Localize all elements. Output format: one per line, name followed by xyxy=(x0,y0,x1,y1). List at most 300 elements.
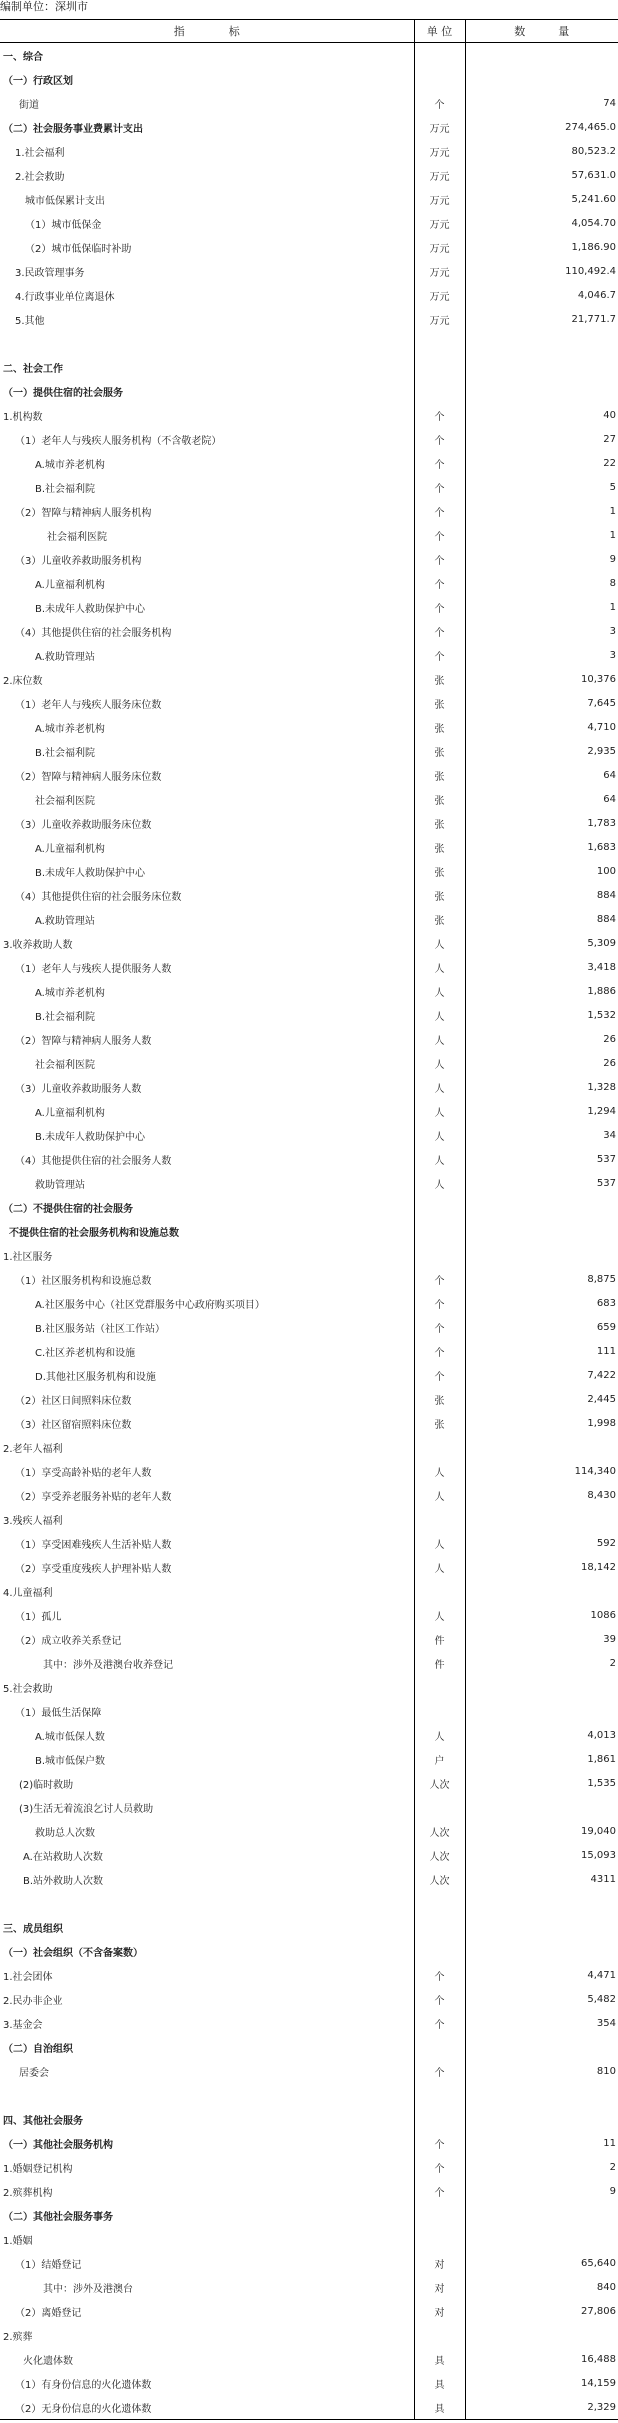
row-indicator: 2.殡葬 xyxy=(3,2331,33,2343)
row-unit: 个 xyxy=(414,595,465,619)
row-unit: 具 xyxy=(414,2347,465,2371)
row-value: 7,422 xyxy=(587,1369,616,1381)
row-value: 9 xyxy=(609,553,616,565)
row-value: 2,935 xyxy=(587,745,616,757)
row-unit: 人 xyxy=(414,1075,465,1099)
row-value: 15,093 xyxy=(581,1849,616,1861)
row-indicator: (3)生活无着流浪乞讨人员救助 xyxy=(19,1803,154,1815)
row-indicator: 不提供住宿的社会服务机构和设施总数 xyxy=(9,1227,179,1239)
row-unit: 张 xyxy=(414,763,465,787)
row-unit: 人 xyxy=(414,1051,465,1075)
row-unit: 个 xyxy=(414,1987,465,2011)
row-value: 2 xyxy=(609,1657,616,1669)
row-value xyxy=(465,1195,618,1219)
row-indicator xyxy=(0,1891,414,1915)
row-unit: 人 xyxy=(414,1147,465,1171)
row-indicator: 3.民政管理事务 xyxy=(15,267,85,279)
row-unit: 张 xyxy=(414,787,465,811)
row-value: 1,861 xyxy=(587,1753,616,1765)
row-indicator: （2）享受重度残疾人护理补贴人数 xyxy=(15,1563,172,1575)
row-unit: 户 xyxy=(414,1747,465,1771)
row-value: 1 xyxy=(609,601,616,613)
row-value xyxy=(465,2203,618,2227)
table-row xyxy=(0,787,618,811)
row-indicator: 一、综合 xyxy=(3,51,43,63)
row-value: 884 xyxy=(596,889,616,901)
row-indicator: （一）行政区划 xyxy=(3,75,73,87)
row-value xyxy=(465,1939,618,1963)
table-row xyxy=(0,691,618,715)
table-row xyxy=(0,883,618,907)
table-row xyxy=(0,283,618,307)
row-indicator: 5.其他 xyxy=(15,315,45,327)
row-unit: 人 xyxy=(414,1003,465,1027)
row-value xyxy=(465,2107,618,2131)
row-value: 5,241.60 xyxy=(571,193,616,205)
row-value: 7,645 xyxy=(587,697,616,709)
row-indicator: 火化遗体数 xyxy=(23,2355,73,2367)
row-indicator xyxy=(0,331,414,355)
row-indicator: （2）城市低保临时补助 xyxy=(25,243,132,255)
row-value xyxy=(465,355,618,379)
row-unit: 万元 xyxy=(414,283,465,307)
row-value xyxy=(465,1507,618,1531)
row-indicator: （1）享受高龄补贴的老年人数 xyxy=(15,1467,152,1479)
row-unit: 个 xyxy=(414,1363,465,1387)
row-value xyxy=(465,1795,618,1819)
row-indicator: （2）享受养老服务补贴的老年人数 xyxy=(15,1491,172,1503)
row-unit: 个 xyxy=(414,643,465,667)
row-indicator: 社会福利医院 xyxy=(35,1059,95,1071)
row-unit: 个 xyxy=(414,523,465,547)
row-indicator: 社会福利医院 xyxy=(35,795,95,807)
row-value: 1,535 xyxy=(587,1777,616,1789)
row-unit: 万元 xyxy=(414,307,465,331)
row-indicator: （4）其他提供住宿的社会服务床位数 xyxy=(15,891,182,903)
row-unit: 人 xyxy=(414,1099,465,1123)
row-value: 5,482 xyxy=(587,1993,616,2005)
row-unit: 个 xyxy=(414,547,465,571)
row-indicator: B.社会福利院 xyxy=(35,747,96,759)
row-indicator: A.儿童福利机构 xyxy=(35,843,105,855)
table-row xyxy=(0,2083,618,2107)
row-indicator: 其中：涉外及港澳台收养登记 xyxy=(43,1659,173,1671)
table-row xyxy=(0,1411,618,1435)
table-row xyxy=(0,307,618,331)
row-unit: 个 xyxy=(414,451,465,475)
row-indicator: 5.社会救助 xyxy=(3,1683,53,1695)
row-value: 100 xyxy=(596,865,616,877)
row-value: 1 xyxy=(609,529,616,541)
row-value: 4,013 xyxy=(587,1729,616,1741)
table-row xyxy=(0,1819,618,1843)
row-value: 2 xyxy=(609,2161,616,2173)
table-row xyxy=(0,1651,618,1675)
row-unit: 人 xyxy=(414,1027,465,1051)
table-row xyxy=(0,1507,618,1531)
row-unit xyxy=(414,2083,465,2107)
row-unit: 人 xyxy=(414,1531,465,1555)
table-row xyxy=(0,2395,618,2420)
row-indicator: 街道 xyxy=(19,99,39,111)
row-value: 40 xyxy=(603,409,616,421)
table-row xyxy=(0,955,618,979)
table-row xyxy=(0,859,618,883)
row-value xyxy=(465,67,618,91)
row-unit xyxy=(414,43,465,68)
row-unit xyxy=(414,2227,465,2251)
table-row xyxy=(0,427,618,451)
table-row xyxy=(0,1795,618,1819)
row-indicator: （1）有身份信息的火化遗体数 xyxy=(15,2379,152,2391)
row-unit xyxy=(414,67,465,91)
row-unit xyxy=(414,2203,465,2227)
row-value xyxy=(465,1243,618,1267)
row-unit xyxy=(414,355,465,379)
table-row xyxy=(0,571,618,595)
header-indicator: 指 标 xyxy=(0,20,414,43)
row-unit: 个 xyxy=(414,619,465,643)
row-value: 110,492.4 xyxy=(565,265,616,277)
row-unit: 张 xyxy=(414,907,465,931)
row-indicator: （3）儿童收养救助服务机构 xyxy=(15,555,142,567)
row-unit: 万元 xyxy=(414,163,465,187)
table-row xyxy=(0,1315,618,1339)
table-header-row xyxy=(0,20,618,43)
row-value: 64 xyxy=(603,769,616,781)
row-unit: 张 xyxy=(414,883,465,907)
row-unit xyxy=(414,1891,465,1915)
row-indicator: A.城市养老机构 xyxy=(35,459,105,471)
table-row xyxy=(0,1339,618,1363)
row-value xyxy=(465,379,618,403)
table-row xyxy=(0,1147,618,1171)
row-indicator: 1.婚姻登记机构 xyxy=(3,2163,73,2175)
row-value: 21,771.7 xyxy=(571,313,616,325)
row-value: 18,142 xyxy=(581,1561,616,1573)
row-unit xyxy=(414,1435,465,1459)
row-value xyxy=(465,2035,618,2059)
row-unit: 张 xyxy=(414,691,465,715)
row-unit: 人 xyxy=(414,1723,465,1747)
row-unit: 人 xyxy=(414,1459,465,1483)
row-value: 4311 xyxy=(590,1873,616,1885)
row-value: 1,683 xyxy=(587,841,616,853)
row-value: 1,998 xyxy=(587,1417,616,1429)
compiling-unit: 编制单位：深圳市 xyxy=(0,0,88,13)
row-value: 74 xyxy=(603,97,616,109)
row-value: 4,054.70 xyxy=(571,217,616,229)
row-indicator: B.未成年人救助保护中心 xyxy=(35,867,146,879)
row-value: 65,640 xyxy=(581,2257,616,2269)
row-indicator: (2)临时救助 xyxy=(19,1779,74,1791)
row-indicator: （一）其他社会服务机构 xyxy=(3,2139,113,2151)
table-row xyxy=(0,259,618,283)
row-indicator: A.救助管理站 xyxy=(35,651,95,663)
table-row xyxy=(0,2035,618,2059)
table-row xyxy=(0,1387,618,1411)
table-row xyxy=(0,1723,618,1747)
row-indicator: 2.老年人福利 xyxy=(3,1443,63,1455)
row-unit xyxy=(414,1795,465,1819)
row-indicator: 1.婚姻 xyxy=(3,2235,33,2247)
row-value: 9 xyxy=(609,2185,616,2197)
row-value xyxy=(465,2323,618,2347)
table-row xyxy=(0,187,618,211)
row-indicator: 2.殡葬机构 xyxy=(3,2187,53,2199)
row-value xyxy=(465,1219,618,1243)
row-unit: 具 xyxy=(414,2395,465,2420)
row-unit: 万元 xyxy=(414,187,465,211)
row-unit: 人 xyxy=(414,1483,465,1507)
row-indicator: （1）孤儿 xyxy=(15,1611,62,1623)
table-row xyxy=(0,1867,618,1891)
row-unit: 个 xyxy=(414,571,465,595)
table-row xyxy=(0,1555,618,1579)
row-value xyxy=(465,1435,618,1459)
row-indicator: C.社区养老机构和设施 xyxy=(35,1347,136,1359)
row-value: 8,875 xyxy=(587,1273,616,1285)
table-row xyxy=(0,811,618,835)
row-unit xyxy=(414,2035,465,2059)
row-unit: 个 xyxy=(414,1315,465,1339)
row-value: 683 xyxy=(596,1297,616,1309)
table-row xyxy=(0,2107,618,2131)
row-value: 537 xyxy=(596,1177,616,1189)
row-value: 1,783 xyxy=(587,817,616,829)
row-indicator: （3）儿童收养救助服务床位数 xyxy=(15,819,152,831)
row-value: 1086 xyxy=(590,1609,616,1621)
row-value xyxy=(465,1699,618,1723)
row-indicator: 2.民办非企业 xyxy=(3,1995,63,2007)
row-indicator: （3）儿童收养救助服务人数 xyxy=(15,1083,142,1095)
row-indicator: （3）社区留宿照料床位数 xyxy=(15,1419,132,1431)
row-unit: 万元 xyxy=(414,115,465,139)
row-unit: 张 xyxy=(414,811,465,835)
table-row xyxy=(0,211,618,235)
row-unit: 万元 xyxy=(414,139,465,163)
row-indicator: （1）享受困难残疾人生活补贴人数 xyxy=(15,1539,172,1551)
row-indicator: （1）结婚登记 xyxy=(15,2259,82,2271)
row-value: 80,523.2 xyxy=(571,145,616,157)
row-indicator: （二）自治组织 xyxy=(3,2043,73,2055)
table-row xyxy=(0,1027,618,1051)
row-value: 11 xyxy=(603,2137,616,2149)
row-unit: 人 xyxy=(414,1603,465,1627)
table-row xyxy=(0,1771,618,1795)
table-row xyxy=(0,331,618,355)
table-row xyxy=(0,1291,618,1315)
row-indicator: （一）社会组织（不含备案数） xyxy=(3,1947,143,1959)
row-value: 1,294 xyxy=(587,1105,616,1117)
row-unit: 对 xyxy=(414,2275,465,2299)
table-row xyxy=(0,2155,618,2179)
table-row xyxy=(0,2347,618,2371)
row-unit: 人 xyxy=(414,979,465,1003)
table-row xyxy=(0,499,618,523)
row-value: 16,488 xyxy=(581,2353,616,2365)
row-value: 810 xyxy=(596,2065,616,2077)
row-indicator: （1）老年人与残疾人服务机构（不含敬老院） xyxy=(15,435,222,447)
row-indicator: B.社会福利院 xyxy=(35,1011,96,1023)
row-indicator: B.站外救助人次数 xyxy=(23,1875,104,1887)
row-unit: 张 xyxy=(414,1387,465,1411)
row-value: 14,159 xyxy=(581,2377,616,2389)
table-row xyxy=(0,715,618,739)
table-row xyxy=(0,1435,618,1459)
row-unit: 个 xyxy=(414,475,465,499)
table-row xyxy=(0,2227,618,2251)
row-indicator: 1.社区服务 xyxy=(3,1251,53,1263)
row-value: 4,710 xyxy=(587,721,616,733)
row-value: 27 xyxy=(603,433,616,445)
row-value: 274,465.0 xyxy=(565,121,616,133)
row-indicator: （2）智障与精神病人服务人数 xyxy=(15,1035,152,1047)
row-indicator: D.其他社区服务机构和设施 xyxy=(35,1371,156,1383)
table-row xyxy=(0,1219,618,1243)
table-row xyxy=(0,835,618,859)
row-indicator: 4.行政事业单位离退休 xyxy=(15,291,115,303)
table-row xyxy=(0,1531,618,1555)
row-value: 3 xyxy=(609,649,616,661)
row-value: 659 xyxy=(596,1321,616,1333)
row-value xyxy=(465,2083,618,2107)
row-indicator: A.城市低保人数 xyxy=(35,1731,105,1743)
row-unit: 人次 xyxy=(414,1771,465,1795)
row-unit xyxy=(414,1939,465,1963)
row-value: 57,631.0 xyxy=(571,169,616,181)
row-indicator: 2.社会救助 xyxy=(15,171,65,183)
row-indicator: 二、社会工作 xyxy=(3,363,63,375)
row-value: 27,806 xyxy=(581,2305,616,2317)
row-indicator: 居委会 xyxy=(19,2067,49,2079)
table-row xyxy=(0,115,618,139)
row-unit: 个 xyxy=(414,2155,465,2179)
row-value: 10,376 xyxy=(581,673,616,685)
row-unit: 人 xyxy=(414,1171,465,1195)
row-indicator: （2）社区日间照料床位数 xyxy=(15,1395,132,1407)
row-indicator: 四、其他社会服务 xyxy=(3,2115,83,2127)
table-row xyxy=(0,1627,618,1651)
row-unit: 人 xyxy=(414,1123,465,1147)
row-unit xyxy=(414,1699,465,1723)
table-row xyxy=(0,1099,618,1123)
row-unit: 个 xyxy=(414,1291,465,1315)
row-unit: 张 xyxy=(414,715,465,739)
row-value: 19,040 xyxy=(581,1825,616,1837)
row-indicator: （1）最低生活保障 xyxy=(15,1707,102,1719)
row-value: 114,340 xyxy=(574,1465,616,1477)
table-row xyxy=(0,2179,618,2203)
table-body xyxy=(0,43,618,2420)
row-indicator: （1）老年人与残疾人服务床位数 xyxy=(15,699,162,711)
table-row xyxy=(0,1987,618,2011)
row-value: 22 xyxy=(603,457,616,469)
row-value xyxy=(465,2227,618,2251)
table-row xyxy=(0,1483,618,1507)
table-row xyxy=(0,2275,618,2299)
row-value: 26 xyxy=(603,1033,616,1045)
row-value: 26 xyxy=(603,1057,616,1069)
row-unit xyxy=(414,2323,465,2347)
table-row xyxy=(0,667,618,691)
table-row xyxy=(0,2059,618,2083)
row-unit xyxy=(414,1243,465,1267)
row-unit: 张 xyxy=(414,859,465,883)
row-value: 1,532 xyxy=(587,1009,616,1021)
table-row xyxy=(0,475,618,499)
row-indicator: （2）智障与精神病人服务床位数 xyxy=(15,771,162,783)
table-row xyxy=(0,2203,618,2227)
table-row xyxy=(0,547,618,571)
row-indicator: 救助管理站 xyxy=(35,1179,85,1191)
row-indicator: 三、成员组织 xyxy=(3,1923,63,1935)
row-value: 537 xyxy=(596,1153,616,1165)
row-unit: 个 xyxy=(414,499,465,523)
row-unit xyxy=(414,1195,465,1219)
row-indicator: （2）智障与精神病人服务机构 xyxy=(15,507,152,519)
row-indicator: （1）老年人与残疾人提供服务人数 xyxy=(15,963,172,975)
row-value xyxy=(465,43,618,68)
row-value: 3,418 xyxy=(587,961,616,973)
row-unit: 人次 xyxy=(414,1867,465,1891)
row-unit: 张 xyxy=(414,835,465,859)
table-row xyxy=(0,1075,618,1099)
row-indicator: A.儿童福利机构 xyxy=(35,1107,105,1119)
row-unit xyxy=(414,2107,465,2131)
row-unit: 个 xyxy=(414,427,465,451)
table-row xyxy=(0,1051,618,1075)
row-unit: 人 xyxy=(414,1555,465,1579)
table-row xyxy=(0,1459,618,1483)
row-unit xyxy=(414,1675,465,1699)
row-indicator: 其中：涉外及港澳台 xyxy=(43,2283,133,2295)
row-indicator: （二）不提供住宿的社会服务 xyxy=(3,1203,133,1215)
row-value: 354 xyxy=(596,2017,616,2029)
row-unit xyxy=(414,1579,465,1603)
row-value: 592 xyxy=(596,1537,616,1549)
table-row xyxy=(0,1603,618,1627)
table-row xyxy=(0,1891,618,1915)
row-value: 8 xyxy=(609,577,616,589)
row-indicator: （4）其他提供住宿的社会服务机构 xyxy=(15,627,172,639)
table-row xyxy=(0,763,618,787)
row-indicator: （4）其他提供住宿的社会服务人数 xyxy=(15,1155,172,1167)
table-row xyxy=(0,43,618,68)
table-row xyxy=(0,1195,618,1219)
table-row xyxy=(0,1675,618,1699)
row-indicator: 2.床位数 xyxy=(3,675,43,687)
row-unit: 个 xyxy=(414,2011,465,2035)
row-indicator: 1.社会团体 xyxy=(3,1971,53,1983)
table-row xyxy=(0,163,618,187)
row-value: 8,430 xyxy=(587,1489,616,1501)
row-indicator: 1.机构数 xyxy=(3,411,43,423)
table-row xyxy=(0,1267,618,1291)
row-unit: 件 xyxy=(414,1627,465,1651)
row-unit: 个 xyxy=(414,2059,465,2083)
table-row xyxy=(0,1363,618,1387)
row-value: 884 xyxy=(596,913,616,925)
table-row xyxy=(0,1915,618,1939)
row-value: 1,186.90 xyxy=(571,241,616,253)
table-row xyxy=(0,139,618,163)
table-row xyxy=(0,643,618,667)
table-row xyxy=(0,67,618,91)
row-value: 34 xyxy=(603,1129,616,1141)
row-value xyxy=(465,1891,618,1915)
row-value: 3 xyxy=(609,625,616,637)
